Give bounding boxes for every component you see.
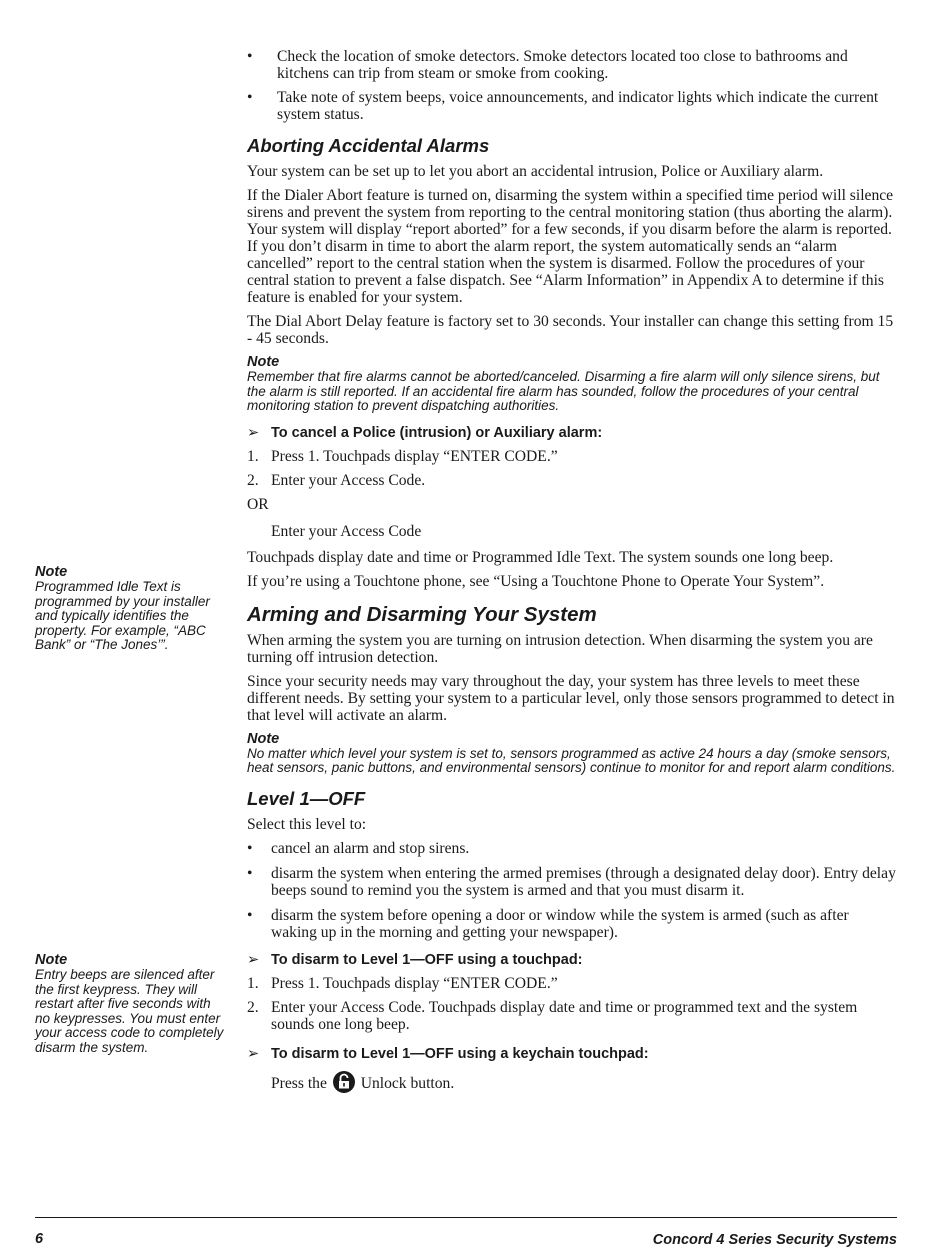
note-text: No matter which level your system is set to, sensors programmed as active 24 hours a day (smoke sensors, heat sensors, panic buttons, and environmental sensors) continue to monitor for and report alarm conditions.	[247, 745, 896, 775]
step-text: Enter your Access Code.	[271, 471, 426, 489]
procedure-heading	[247, 1045, 897, 1063]
bullet-glyph: •	[247, 839, 253, 857]
paragraph: Since your security needs may vary throughout the day, your system has three levels to meet these different needs. By setting your system to a particular level, only those sensors programmed to detect in that level will activate an alarm.	[247, 672, 895, 724]
step-text-pre: Press the	[271, 1074, 327, 1092]
or-label: OR	[247, 495, 269, 513]
procedure-title: To disarm to Level 1—OFF using a keychain touchpad:	[271, 1045, 649, 1062]
step-text: Press 1. Touchpads display “ENTER CODE.”	[271, 447, 558, 465]
step-number: 2.	[247, 998, 259, 1016]
paragraph: Your system can be set up to let you abort an accidental intrusion, Police or Auxiliary alarm.	[247, 163, 824, 180]
step-text: Enter your Access Code. Touchpads display date and time or programmed text and the system sounds one long beep.	[271, 998, 858, 1033]
footer-divider	[35, 1217, 897, 1218]
list-item	[247, 840, 897, 857]
sidenote-idle-text	[35, 564, 225, 653]
paragraph: If the Dialer Abort feature is turned on, disarming the system within a specified time period will silence sirens and prevent the system from reporting to the central monitoring station (thus aborting the alarm). Your system will display “report aborted” for a few seconds, if you disarm before the alarm is reported. If you don’t disarm in time to abort the alarm report, the system automatically sends an “alarm cancelled” report to the central station when the system is disarmed. Follow the procedures of your central station to prevent a false dispatch. See “Alarm Information” in Appendix A to determine if this feature is enabled for your system.	[247, 187, 894, 306]
bullet-glyph: •	[247, 906, 253, 924]
paragraph: Select this level to:	[247, 815, 367, 833]
sidenote-text: Programmed Idle Text is programmed by your installer and typically identifies the property. For example, “ABC Bank” or “The Jones’”.	[35, 579, 210, 652]
paragraph: If you’re using a Touchtone phone, see “Using a Touchtone Phone to Operate Your System”.	[247, 572, 825, 590]
arrow-icon: ➢	[247, 1045, 260, 1062]
alt-step-text: Enter your Access Code	[271, 522, 422, 540]
procedure-heading	[247, 951, 897, 969]
step-item	[247, 975, 897, 992]
bullet-text: disarm the system before opening a door or window while the system is armed (such as after waking up in the morning and getting your newspaper).	[271, 906, 849, 941]
main-column	[247, 48, 897, 1100]
list-item	[247, 89, 897, 123]
list-item	[247, 48, 897, 82]
keychain-step	[247, 1071, 897, 1093]
paragraph: When arming the system you are turning on intrusion detection. When disarming the system you are turning off intrusion detection.	[247, 631, 873, 666]
list-item	[247, 865, 897, 899]
sidenote-heading: Note	[35, 952, 68, 968]
procedure-title: To disarm to Level 1—OFF using a touchpad:	[271, 951, 583, 968]
step-text-post: Unlock button.	[360, 1074, 455, 1092]
unlock-icon	[333, 1071, 355, 1093]
bullet-glyph: •	[247, 48, 253, 65]
bullet-text: disarm the system when entering the armed premises (through a designated delay door). Entry delay beeps sound to remind you the system is armed and that you must disarm it.	[271, 864, 896, 899]
list-item	[247, 907, 897, 941]
bullet-text: Take note of system beeps, voice announcements, and indicator lights which indicate the current system status.	[277, 89, 879, 123]
step-item	[247, 999, 897, 1033]
bullet-text: cancel an alarm and stop sirens.	[271, 839, 470, 857]
sidenote-entry-beeps	[35, 952, 225, 1055]
step-text: Press 1. Touchpads display “ENTER CODE.”	[271, 974, 558, 992]
sidenote-text: Entry beeps are silenced after the first keypress. They will restart after five seconds with no keypresses. You must enter your access code to completely disarm the system.	[35, 967, 224, 1055]
bullet-text: Check the location of smoke detectors. Smoke detectors located too close to bathrooms and kitchens can trip from steam or smoke from cooking.	[277, 48, 848, 82]
note-heading: Note	[247, 730, 280, 747]
arrow-icon: ➢	[247, 424, 260, 441]
bullet-glyph: •	[247, 89, 253, 106]
step-item	[247, 472, 897, 489]
sidenote-heading: Note	[35, 564, 68, 580]
section-heading-aborting: Aborting Accidental Alarms	[247, 135, 490, 156]
note-text: Remember that fire alarms cannot be aborted/canceled. Disarming a fire alarm will only silence sirens, but the alarm is still reported. If an accidental fire alarm has sounded, follow the procedures of your central monitoring station to prevent dispatching authorities.	[247, 369, 880, 413]
procedure-title: To cancel a Police (intrusion) or Auxiliary alarm:	[271, 424, 603, 441]
step-number: 1.	[247, 974, 259, 992]
footer-title: Concord 4 Series Security Systems	[652, 1232, 897, 1248]
paragraph: The Dial Abort Delay feature is factory set to 30 seconds. Your installer can change this setting from 15 - 45 seconds.	[247, 313, 894, 347]
note-24-hour-sensors	[247, 732, 897, 776]
step-number: 2.	[247, 471, 259, 489]
note-fire-alarms	[247, 355, 897, 414]
arrow-icon: ➢	[247, 951, 260, 968]
note-heading: Note	[247, 354, 280, 370]
step-number: 1.	[247, 447, 259, 465]
paragraph: Touchpads display date and time or Programmed Idle Text. The system sounds one long beep.	[247, 548, 834, 566]
page-number: 6	[35, 1231, 44, 1247]
section-heading-level1: Level 1—OFF	[247, 787, 366, 809]
section-heading-arming: Arming and Disarming Your System	[247, 602, 597, 626]
procedure-heading	[247, 424, 897, 442]
bullet-glyph: •	[247, 864, 253, 882]
step-item	[247, 448, 897, 465]
